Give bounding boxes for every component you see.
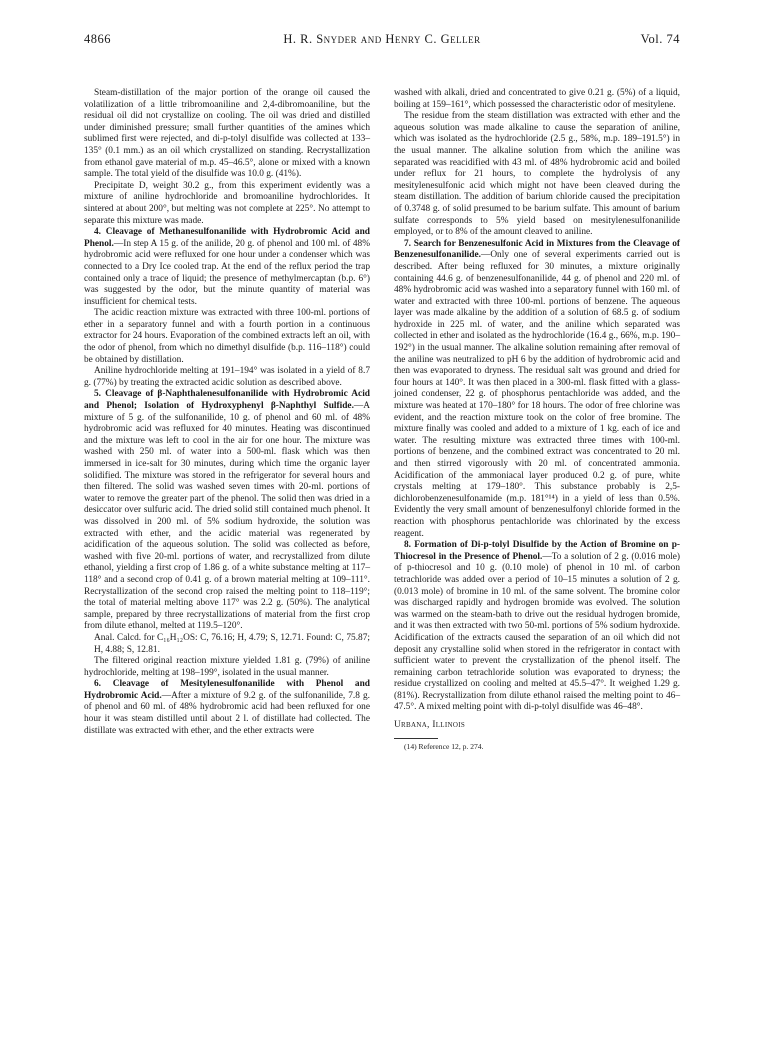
volume-number: Vol. 74: [640, 32, 680, 46]
section-heading: 7. Search for Benzenesulfonic Acid in Mixtures from the Cleavage of Benzenesulfonanilide.: [394, 238, 680, 261]
running-title: H. R. Snyder and Henry C. Geller: [283, 32, 481, 46]
section-heading: 5. Cleavage of β-Naphthalenesulfonanilide with Hydrobromic Acid and Phenol; Isolation of Hydroxyphenyl β-Naphthyl Sulfide.: [84, 389, 370, 412]
section-paragraph: [84, 679, 370, 737]
body-paragraph: The filtered original reaction mixture yielded 1.81 g. (79%) of aniline hydrochloride, melting at 198–199°, isolated in the usual manner.: [84, 656, 370, 678]
page-number: 4866: [84, 32, 111, 46]
body-paragraph: The residue from the steam distillation was extracted with ether and the aqueous solution was made alkaline to cause the separation of aniline, which was isolated as the hydrochloride (2.5 g., 58%, m.p. 189–191.5°) in the usual manner. The alkaline solution from which the aniline was separated was reacidified with 43 ml. of 48% hydrobromic acid and boiled under reflux for 21 hours, to complete the hydrolysis of any mesitylenesulfonic acid which might not have been cleaved during the steam distillation. The addition of barium chloride caused the precipitation of 0.3748 g. of solid presumed to be barium sulfate. This amount of barium sulfate corresponds to 5% yield based on mesitylenesulfonanilide employed, or to 8% of the amount cleaved to aniline.: [394, 111, 680, 238]
body-paragraph: Precipitate D, weight 30.2 g., from this experiment evidently was a mixture of aniline hydrochloride and bromoaniline hydrochlorides. It sintered at about 200°, but melting was not complete at 225°. No attempt to separate this mixture was made.: [84, 180, 370, 226]
section-heading: 4. Cleavage of Methanesulfonanilide with Hydrobromic Acid and Phenol.: [84, 227, 370, 249]
body-paragraph: The acidic reaction mixture was extracted with three 100-ml. portions of ether in a separatory funnel and with a fourth portion in a continuous extractor for 24 hours. Evaporation of the combined extracts left an oil, with the odor of phenol, from which no dimethyl disulfide (b.p. 116–118°) could be obtained by distillation.: [84, 308, 370, 365]
section-heading: 8. Formation of Di-p-tolyl Disulfide by the Action of Bromine on p-Thiocresol in the Presence of Phenol.: [394, 540, 680, 562]
right-column: [394, 88, 680, 751]
section-body: —After a mixture of 9.2 g. of the sulfonanilide, 7.8 g. of phenol and 60 ml. of 48% hydrobromic acid had been refluxed for one hour it was steam distilled until about 2 l. of distillate had collected. The distillate was extracted with ether, and the ether extracts were: [84, 690, 370, 736]
continued-paragraph: washed with alkali, dried and concentrated to give 0.21 g. (5%) of a liquid, boiling at 159–161°, which possessed the characteristic odor of mesitylene.: [394, 88, 680, 110]
section-paragraph: [84, 227, 370, 308]
section-body: —A mixture of 5 g. of the sulfonanilide, 10 g. of phenol and 60 ml. of 48% hydrobromic acid was refluxed for 40 minutes. Heating was discontinued and the mixture was left to cool in the air for one hour. The mixture was washed with 250 ml. of water into a 500-ml. flask which was then immersed in ice-salt for 30 minutes, during which time the organic layer solidified. The mixture was stored in the refrigerator for several hours and then filtered. The solid was washed seven times with 20-ml. portions of water to remove the greater part of the phenol. The solid then was dried in a desiccator over sulfuric acid. The dried solid still contained much phenol. It was dissolved in 200 ml. of 5% sodium hydroxide, the solution was extracted with ether, and the acidic material was regenerated by acidification of the aqueous solution. The solid was collected as before, washed with five 20-ml. portions of water, and recrystallized from dilute ethanol, yielding a first crop of 1.86 g. of a white substance melting at 117–118° and a second crop of 0.41 g. of a brown material melting at 109–111°. Recrystallization of the second crop raised the melting point to 118–119°; the total of material melting above 117° was 2.2 g. (50%). The analytical sample, prepared by three recrystallizations of material from the first crop from dilute ethanol, melted at 119.5–120°.: [84, 401, 370, 632]
body-paragraph: Steam-distillation of the major portion of the orange oil caused the volatilization of a little tribromoaniline and 2,4-dibromoaniline, but the residual oil did not crystallize on cooling. The oil was dried and distilled under diminished pressure; small further quantities of the amines which sublimed first were rejected, and di-p-tolyl disulfide was collected at 133–135° (0.1 mm.) as an oil which crystallized on standing. Recrystallization from ethanol gave material of m.p. 45–46.5°, alone or mixed with a known sample. The total yield of the disulfide was 10.0 g. (41%).: [84, 88, 370, 180]
section-heading: 6. Cleavage of Mesitylenesulfonanilide with Phenol and Hydrobromic Acid.: [84, 679, 370, 701]
footnote: (14) Reference 12, p. 274.: [404, 741, 484, 751]
section-paragraph: [394, 540, 680, 714]
section-body: —Only one of several experiments carried out is described. After being refluxed for 30 minutes, a mixture originally containing 44.6 g. of benzenesulfonanilide, 44 g. of phenol and 220 ml. of 48% hydrobromic acid was washed into a separatory funnel with 160 ml. of water and extracted with three 100-ml. portions of benzene. The aqueous layer was made alkaline by the addition of a solution of 68.5 g. of sodium hydroxide in 225 ml. of water, and the aniline which separated was collected in ether and isolated as the hydrochloride (16.4 g., 66%, m.p. 190–192°) in the usual manner. The alkaline solution remaining after removal of the aniline was neutralized to pH 6 by the addition of hydrobromic acid and then was evaporated to dryness. The residual salt was ground and dried for four hours at 140°. It was then placed in a 300-ml. flask fitted with a glass-joined condenser, 22 g. of phosphorus pentachloride was added, and the mixture was heated at 170–180° for 18 hours. The odor of free chlorine was evident, and the reaction mixture took on the color of free bromine. The mixture finally was cooled and added to a mixture of 1 kg. each of ice and water. The resulting mixture was extracted three times with 100-ml. portions of benzene, and the combined extract was concentrated to 20 ml. and then stirred vigorously with 20 ml. of concentrated ammonia. Acidification of the ammoniacal layer produced 0.2 g. of pure, white crystals melting at 179–180°. This substance probably is 2,5-dichlorobenzenesulfonamide (m.p. 181°¹⁴) in a yield of less than 0.5%. Evidently the very small amount of benzenesulfonyl chloride formed in the reaction with phosphorus pentachloride was chlorinated by the excess reagent.: [394, 250, 680, 539]
footnote-rule: [394, 738, 438, 739]
analysis-line: Anal. Calcd. for C₁₆H₁₂OS: C, 76.16; H, 4.79; S, 12.71. Found: C, 75.87; H, 4.88; S, 12.81.: [94, 632, 370, 655]
section-body: —To a solution of 2 g. (0.016 mole) of p-thiocresol and 10 g. (0.10 mole) of phenol in 10 ml. of carbon tetrachloride was added over a period of 10–15 minutes a solution of 2 g. (0.013 mole) of bromine in 10 ml. of the same solvent. The bromine color was discharged rapidly and hydrogen bromide was evolved. The solution was warmed on the steam-bath to drive out the residual hydrogen bromide, and it was then extracted with two 50-ml. portions of 5% sodium hydroxide. Acidification of the extracts caused the separation of an oil which did not deposit any crystalline solid when stored in the refrigerator in contact with sufficient water to prevent the crystallization of the phenol itself. The remaining carbon tetrachloride solution was evaporated to dryness; the residue crystallized on cooling and melted at 45.5–47°. It weighed 1.29 g. (81%). Recrystallization from dilute ethanol raised the melting point to 46–47.5°. A mixed melting point with di-p-tolyl disulfide was 46–48°.: [394, 551, 681, 713]
section-paragraph: [84, 389, 370, 632]
left-column: [84, 88, 370, 737]
section-body: —In step A 15 g. of the anilide, 20 g. of phenol and 100 ml. of 48% hydrobromic acid were refluxed for one hour under a condenser which was connected to a Dry Ice cooled trap. At the end of the reflux period the trap contained only a trace of liquid; the presence of methylmercaptan (b.p. 6°) was suggested by the odor, but the minute quantity of material was insufficient for chemical tests.: [84, 238, 370, 307]
section-paragraph: [394, 239, 680, 540]
affiliation-location: Urbana, Illinois: [394, 720, 466, 731]
running-header: [84, 32, 680, 52]
body-paragraph: Aniline hydrochloride melting at 191–194° was isolated in a yield of 8.7 g. (77%) by treating the extracted acidic solution as described above.: [84, 366, 370, 388]
